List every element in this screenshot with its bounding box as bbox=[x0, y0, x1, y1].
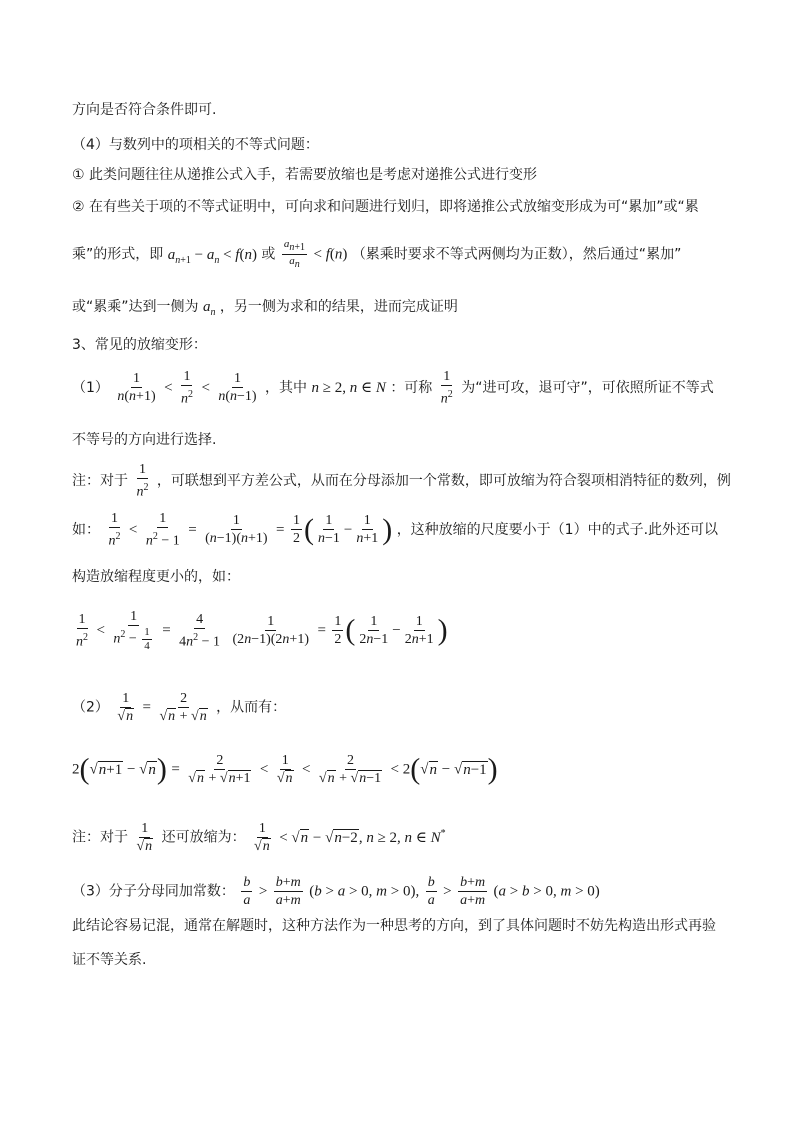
text-line-4: ② 在有些关于项的不等式证明中，可向求和问题进行划归，即将递推公式放缩变形成为可“累加”或“累 bbox=[72, 199, 699, 215]
text-line-16: 注：对于 $\frac{1}{√n}$ 还可放缩为： $\frac{1}{√n}$ < √n − √n−2, n ≥ 2, n ∈ N* bbox=[72, 821, 446, 854]
text-line-2: （4）与数列中的项相关的不等式问题： bbox=[72, 137, 319, 153]
math-recursion-diff: $a_{n+1} - a_n < f(n)$ bbox=[167, 246, 257, 266]
math-line-15: 2(√n+1 − √n) = $\frac{2}{√n + √n+1}$ < $\frac{1}{√n}$ < $\frac{2}{√n + √n-1}$ < 2(√n − √n−1) bbox=[72, 752, 498, 786]
text-line-17: （3）分子分母同加常数： $\frac{b}{a}$ > $\frac{b+m}{a+m}$ (b > a > 0, m > 0), $\frac{b}{a}$ > $\frac{b+m}{a+m}$ (a > b > 0, m > 0) bbox=[72, 875, 600, 908]
text-line-10: 注：对于 $\frac{1}{n^2}$ ，可联想到平方差公式，从而在分母添加一个常数，即可放缩为符合裂项相消特征的数列，例 bbox=[72, 462, 731, 500]
text-line-6: 或“累乘”达到一侧为 $a_n$ ，另一侧为求和的结果，进而完成证明 bbox=[72, 299, 458, 318]
text-line-18: 此结论容易记混，通常在解题时，这种方法作为一种思考的方向，到了具体问题时不妨先构造出形式再验 bbox=[72, 918, 716, 934]
text-line-14: （2） $\frac{1}{√n}$ = $\frac{2}{√n + √n}$ ，从而有： bbox=[72, 691, 287, 724]
math-line-13: $\frac{1}{n^2}$ < 1 $n^2$ − $\frac{1}{4}$ = $\frac{4}{4n^2 - 1}$ $\frac{1}{(2n-1)(2n+1)}$ = $\frac{1}{2}$ ( $\frac{1}{2n-1}$ − $\frac{1}{2n+1}$ ) bbox=[76, 609, 448, 652]
text-line-9: 不等号的方向进行选择. bbox=[72, 432, 217, 448]
text-line-5: 乘”的形式，即 $a_{n+1} - a_n < f(n)$ 或 $\frac{a_{n+1}}{a_n}$ < f(n) （累乘时要求不等式两侧均为正数），然后通过“累加” bbox=[72, 238, 682, 271]
math-ratio-fraction: $\frac{a_{n+1}}{a_n}$ bbox=[283, 238, 306, 271]
text-line-12: 构造放缩程度更小的，如： bbox=[72, 569, 240, 585]
text-line-1: 方向是否符合条件即可. bbox=[72, 102, 217, 118]
text-line-11: 如： $\frac{1}{n^2}$ < $\frac{1}{n^2 - 1}$ = $\frac{1}{(n-1)(n+1)}$ = $\frac{1}{2}$ ( $\frac{1}{n-1}$ − $\frac{1}{n+1}$ ) ，这种放缩的尺度要小于（1）中的式子.此外还可以 bbox=[72, 511, 719, 549]
text-line-3: ① 此类问题往往从递推公式入手，若需要放缩也是考虑对递推公式进行变形 bbox=[72, 167, 537, 183]
text-line-7: 3、常见的放缩变形： bbox=[72, 337, 207, 353]
text-line-19: 证不等关系. bbox=[72, 952, 147, 968]
text-line-8: （1） $\frac{1}{n(n+1)}$ < $\frac{1}{n^2}$ < $\frac{1}{n(n-1)}$ ，其中 n ≥ 2, n ∈ N ：可称 $\frac{1}{n^2}$ 为“进可攻，退可守”，可依照所证不等式 bbox=[72, 369, 714, 407]
